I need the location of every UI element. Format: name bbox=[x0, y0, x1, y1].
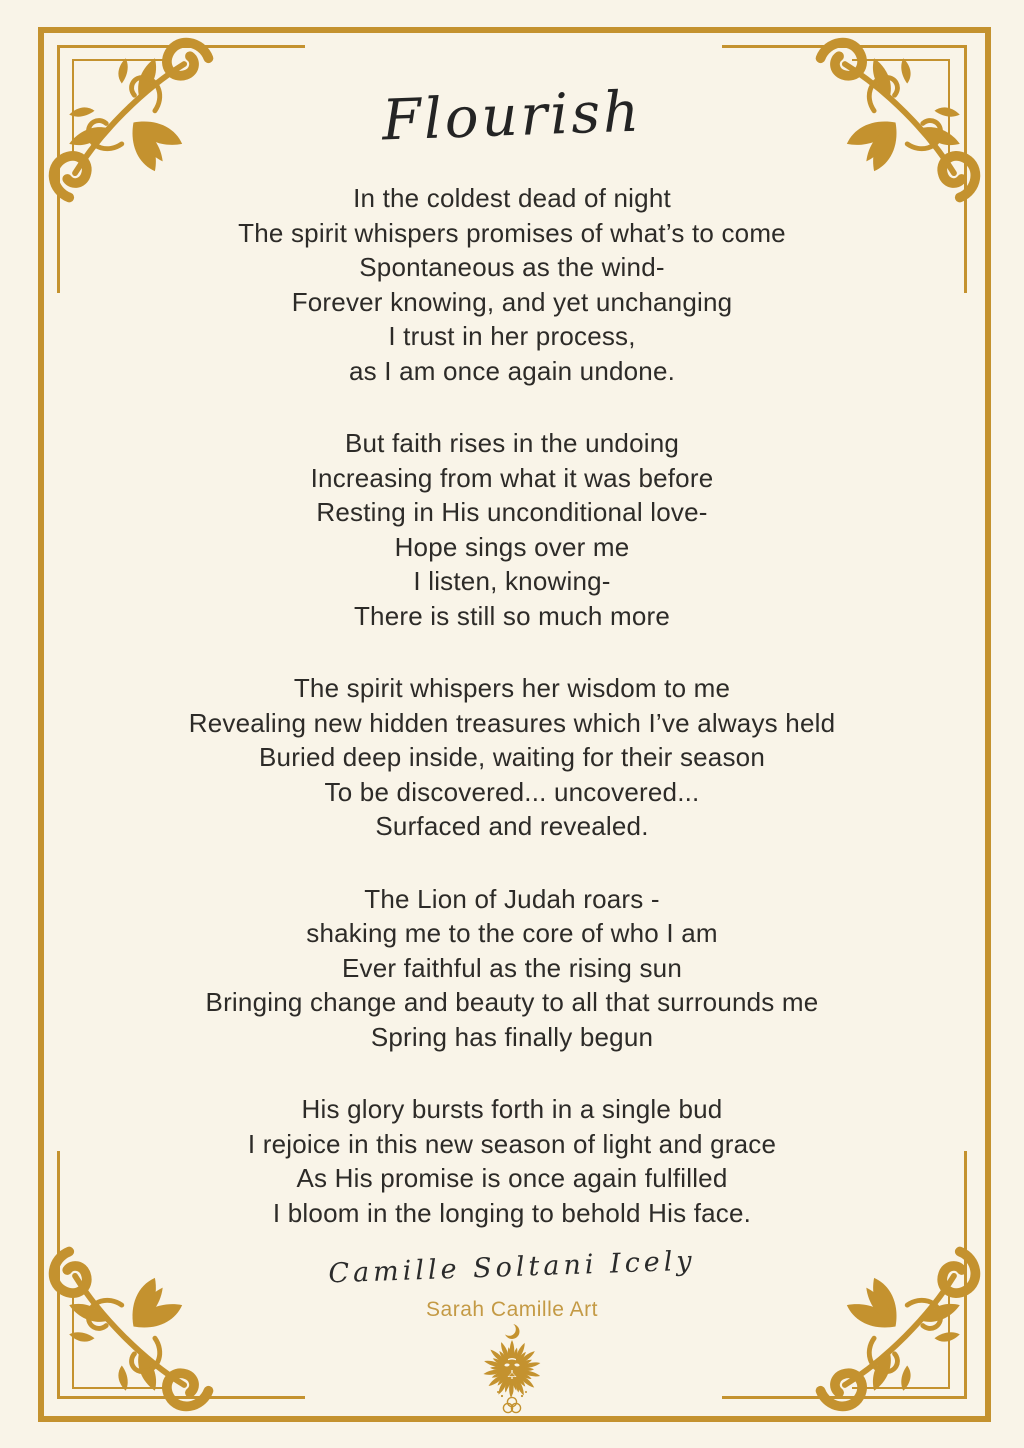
poem-line: I trust in her process, bbox=[388, 321, 636, 351]
poem-line: Spontaneous as the wind- bbox=[359, 252, 665, 282]
poem-line: I bloom in the longing to behold His face. bbox=[272, 1197, 752, 1228]
poem-line: To be discovered... uncovered... bbox=[324, 776, 700, 807]
poem-line: Increasing from what it was before bbox=[310, 462, 714, 493]
poem-line: There is still so much more bbox=[353, 600, 671, 631]
poem-line: Hope sings over me bbox=[394, 531, 630, 562]
poem-line: The spirit whispers promises of what’s to come bbox=[238, 217, 786, 248]
poem-line: Bringing change and beauty to all that surrounds me bbox=[205, 987, 819, 1017]
stanza bbox=[0, 882, 1024, 1055]
stanza bbox=[0, 1092, 1024, 1230]
poem-line: As His promise is once again fulfilled bbox=[296, 1163, 728, 1193]
poem-line: Forever knowing, and yet unchanging bbox=[291, 286, 733, 317]
poem-line: Revealing new hidden treasures which I’ve always held bbox=[188, 707, 836, 738]
stanza bbox=[0, 671, 1024, 844]
poem-line: Resting in His unconditional love- bbox=[316, 497, 708, 527]
poem-line: Spring has finally begun bbox=[370, 1021, 654, 1052]
poem-line: shaking me to the core of who I am bbox=[306, 918, 718, 948]
stanza bbox=[0, 181, 1024, 388]
poem-line: as I am once again undone. bbox=[348, 355, 676, 386]
lion-icon bbox=[457, 1322, 567, 1414]
studio-name: Sarah Camille Art bbox=[426, 1298, 598, 1321]
poem-line: Buried deep inside, waiting for their season bbox=[259, 742, 765, 772]
poem-line: Surfaced and revealed. bbox=[375, 811, 649, 841]
poem-line: In the coldest dead of night bbox=[353, 183, 671, 213]
crescent-moon-icon bbox=[503, 1323, 520, 1339]
poem-line: The spirit whispers her wisdom to me bbox=[293, 673, 731, 703]
page-title: Flourish bbox=[380, 79, 644, 154]
lion-logo bbox=[457, 1322, 567, 1414]
poem bbox=[0, 181, 1024, 1268]
stanza bbox=[0, 426, 1024, 633]
poem-line: I listen, knowing- bbox=[413, 566, 611, 596]
poem-line: But faith rises in the undoing bbox=[344, 428, 680, 458]
author-signature: Camille Soltani Icely bbox=[327, 1245, 697, 1290]
poem-line: I rejoice in this new season of light and grace bbox=[247, 1128, 777, 1159]
trinity-knot-icon bbox=[503, 1397, 520, 1412]
poem-line: The Lion of Judah roars - bbox=[364, 883, 660, 914]
poem-line: His glory bursts forth in a single bud bbox=[301, 1094, 723, 1124]
poem-line: Ever faithful as the rising sun bbox=[341, 952, 683, 983]
